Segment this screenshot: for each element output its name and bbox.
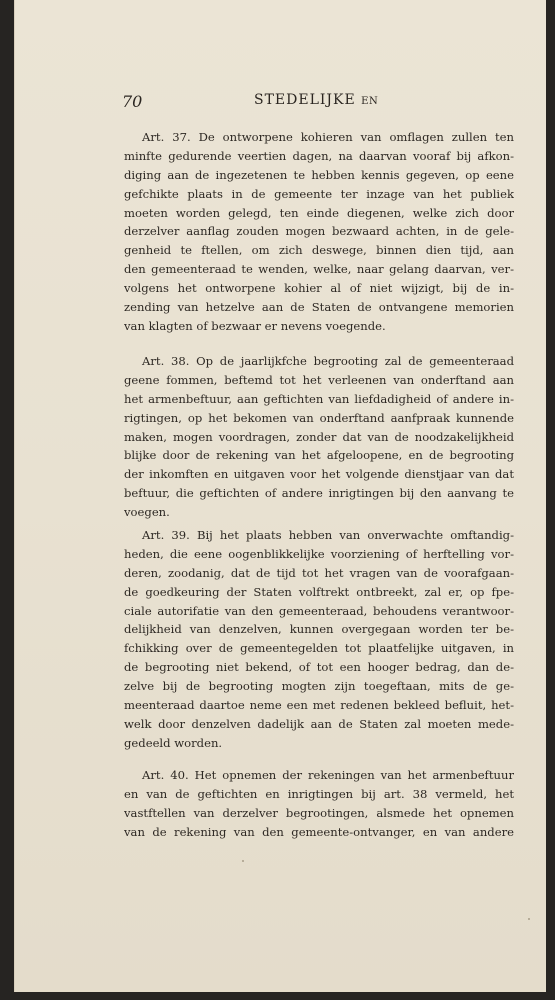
article-paragraph <box>124 352 514 522</box>
text-line: deren, zoodanig, dat de tijd tot het vragen van de voorafgaan- <box>124 565 514 580</box>
text-line: van de rekening van den gemeente-ontvanger, en van andere <box>124 824 514 839</box>
article-paragraph <box>124 526 514 753</box>
text-line: de begrooting niet bekend, of tot een hooger bedrag, dan de- <box>124 660 514 675</box>
text-line: beftuur, die geftichten of andere inrigtingen bij den aanvang te <box>124 486 514 501</box>
text-line: moeten worden gelegd, ten einde diegenen, welke zich door <box>124 205 514 220</box>
text-line: gefchikte plaats in de gemeente ter inzage van het publiek <box>124 186 514 201</box>
text-line: maken, mogen voordragen, zonder dat van de noodzakelijkheid <box>124 429 514 444</box>
text-line: van klagten of bezwaar er nevens voegende. <box>124 318 386 333</box>
text-line: delijkheid van denzelven, kunnen overgegaan worden ter be- <box>124 622 514 637</box>
text-line: genheid te ftellen, om zich deswege, binnen dien tijd, aan <box>124 243 514 258</box>
text-line: fchikking over de gemeentegelden tot plaatfelijke uitgaven, in <box>124 641 514 656</box>
text-line: vastftellen van derzelver begrootingen, alsmede het opnemen <box>124 805 514 820</box>
text-line: diging aan de ingezetenen te hebben kennis gegeven, op eene <box>124 167 514 182</box>
text-line: Art. 39. Bij het plaats hebben van onverwachte omftandig- <box>142 528 514 542</box>
text-line: en van de geftichten en inrigtingen bij art. 38 vermeld, het <box>124 786 514 801</box>
paper-speck <box>528 918 530 920</box>
text-line: voegen. <box>124 505 170 520</box>
text-line: Art. 38. Op de jaarlijkfche begrooting zal de gemeenteraad <box>142 354 514 368</box>
text-line: rigtingen, op het bekomen van onderftand aanfpraak kunnende <box>124 410 514 425</box>
text-line: zending van hetzelve aan de Staten de ontvangene memorien <box>124 300 514 315</box>
text-line: de goedkeuring der Staten volftrekt ontbreekt, zal er, op fpe- <box>124 584 514 599</box>
paper-speck <box>242 860 244 862</box>
text-line: het armenbeftuur, aan geftichten van liefdadigheid of andere in- <box>124 391 514 406</box>
text-line: Art. 40. Het opnemen der rekeningen van het armenbeftuur <box>142 768 514 782</box>
text-line: gedeeld worden. <box>124 735 223 750</box>
running-head <box>254 92 378 108</box>
article-paragraph <box>124 766 514 842</box>
running-head-suffix: EN <box>361 96 379 107</box>
text-line: geene fommen, beftemd tot het verleenen van onderftand aan <box>124 372 514 387</box>
text-line: zelve bij de begrooting mogten zijn toegeftaan, mits de ge- <box>124 679 514 694</box>
text-line: volgens het ontworpene kohier al of niet wijzigt, bij de in- <box>124 281 514 296</box>
text-line: derzelver aanflag zouden mogen bezwaard achten, in de gele- <box>124 224 514 239</box>
text-line: der inkomften en uitgaven voor het volgende dienstjaar van dat <box>124 467 514 482</box>
article-paragraph <box>124 128 514 336</box>
text-line: minfte gedurende veertien dagen, na daarvan vooraf bij afkon- <box>124 148 514 163</box>
text-line: Art. 37. De ontworpene kohieren van omflagen zullen ten <box>142 130 514 144</box>
text-line: den gemeenteraad te wenden, welke, naar gelang daarvan, ver- <box>124 262 514 277</box>
text-line: welk door denzelven dadelijk aan de Staten zal moeten mede- <box>124 716 514 731</box>
page-header <box>122 92 514 114</box>
running-head-main: STEDELIJKE <box>254 92 356 108</box>
text-line: heden, die eene oogenblikkelijke voorziening of herftelling vor- <box>124 546 514 561</box>
page-number: 70 <box>122 92 143 111</box>
text-line: blijke door de rekening van het afgeloopene, en de begrooting <box>124 448 514 463</box>
text-line: ciale autorifatie van den gemeenteraad, behoudens verantwoor- <box>124 603 514 618</box>
text-line: meenteraad daartoe neme een met redenen bekleed befluit, het- <box>124 698 514 713</box>
